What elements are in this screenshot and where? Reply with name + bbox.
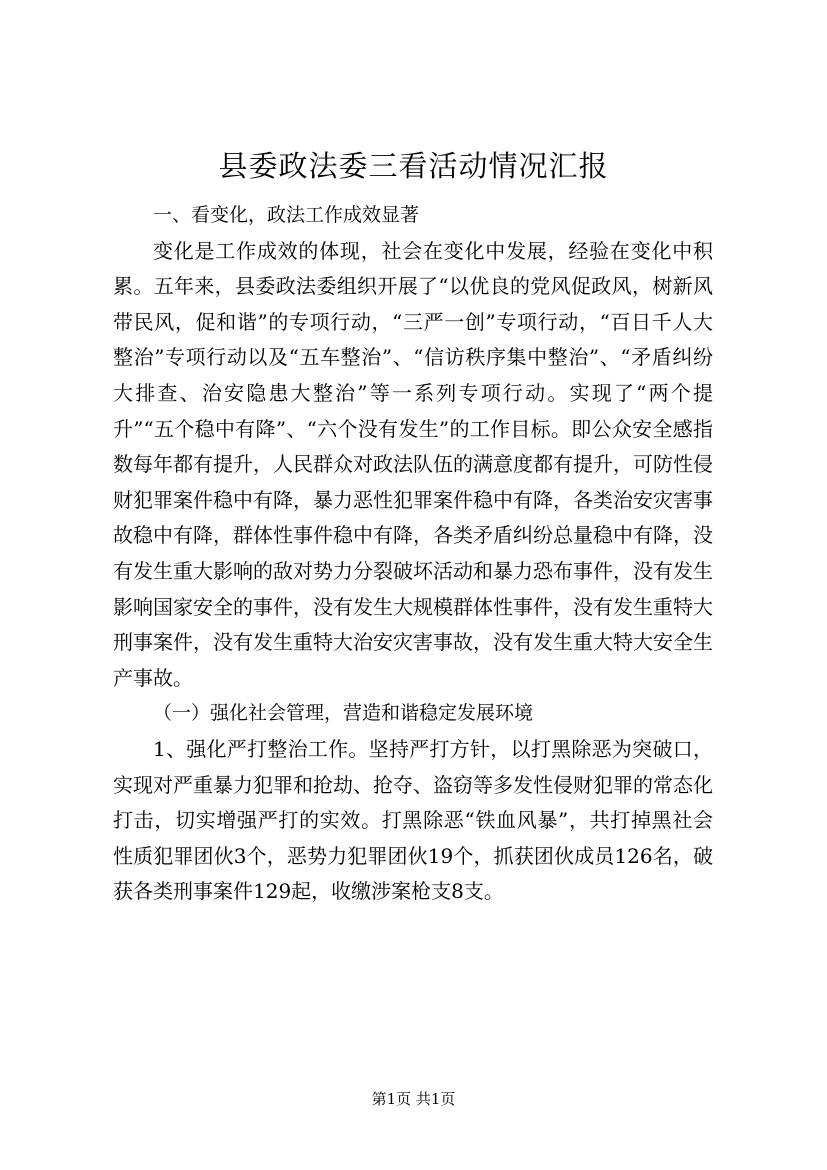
page-footer: 第1页 共1页 [371, 1090, 456, 1108]
section-heading: 一、看变化，政法工作成效显著 [153, 204, 420, 226]
document-body [113, 198, 713, 910]
subsection-heading: （一）强化社会管理，营造和谐稳定发展环境 [153, 702, 534, 725]
paragraph-crackdown: 1、强化严打整治工作。坚持严打方针，以打黑除恶为突破口，实现对严重暴力犯罪和抢劫、抢夺、盗窃等多发性侵财犯罪的常态化打击，切实增强严打的实效。打黑除恶“铁血风暴”，共打掉黑社会性质犯罪团伙3个，恶势力犯罪团伙19个，抓获团伙成员126名，破获各类刑事案件129起，收缴涉案枪支8支。 [113, 736, 713, 904]
document-title: 县委政法委三看活动情况汇报 [218, 149, 609, 183]
paragraph-changes: 变化是工作成效的体现，社会在变化中发展，经验在变化中积累。五年来，县委政法委组织开展了“以优良的党风促政风，树新风带民风，促和谐”的专项行动，“三严一创”专项行动，“百日千人大整治”专项行动以及“五车整治”、“信访秩序集中整治”、“矛盾纠纷大排查、治安隐患大整治”等一系列专项行动。实现了“两个提升”“五个稳中有降”、“六个没有发生”的工作目标。即公众安全感指数每年都有提升，人民群众对政法队伍的满意度都有提升，可防性侵财犯罪案件稳中有降，暴力恶性犯罪案件稳中有降，各类治安灾害事故稳中有降，群体性事件稳中有降，各类矛盾纠纷总量稳中有降，没有发生重大影响的敌对势力分裂破坏活动和暴力恐布事件，没有发生影响国家安全的事件，没有发生大规模群体性事件，没有发生重特大刑事案件，没有发生重特大治安灾害事故，没有发生重大特大安全生产事故。 [113, 238, 713, 690]
